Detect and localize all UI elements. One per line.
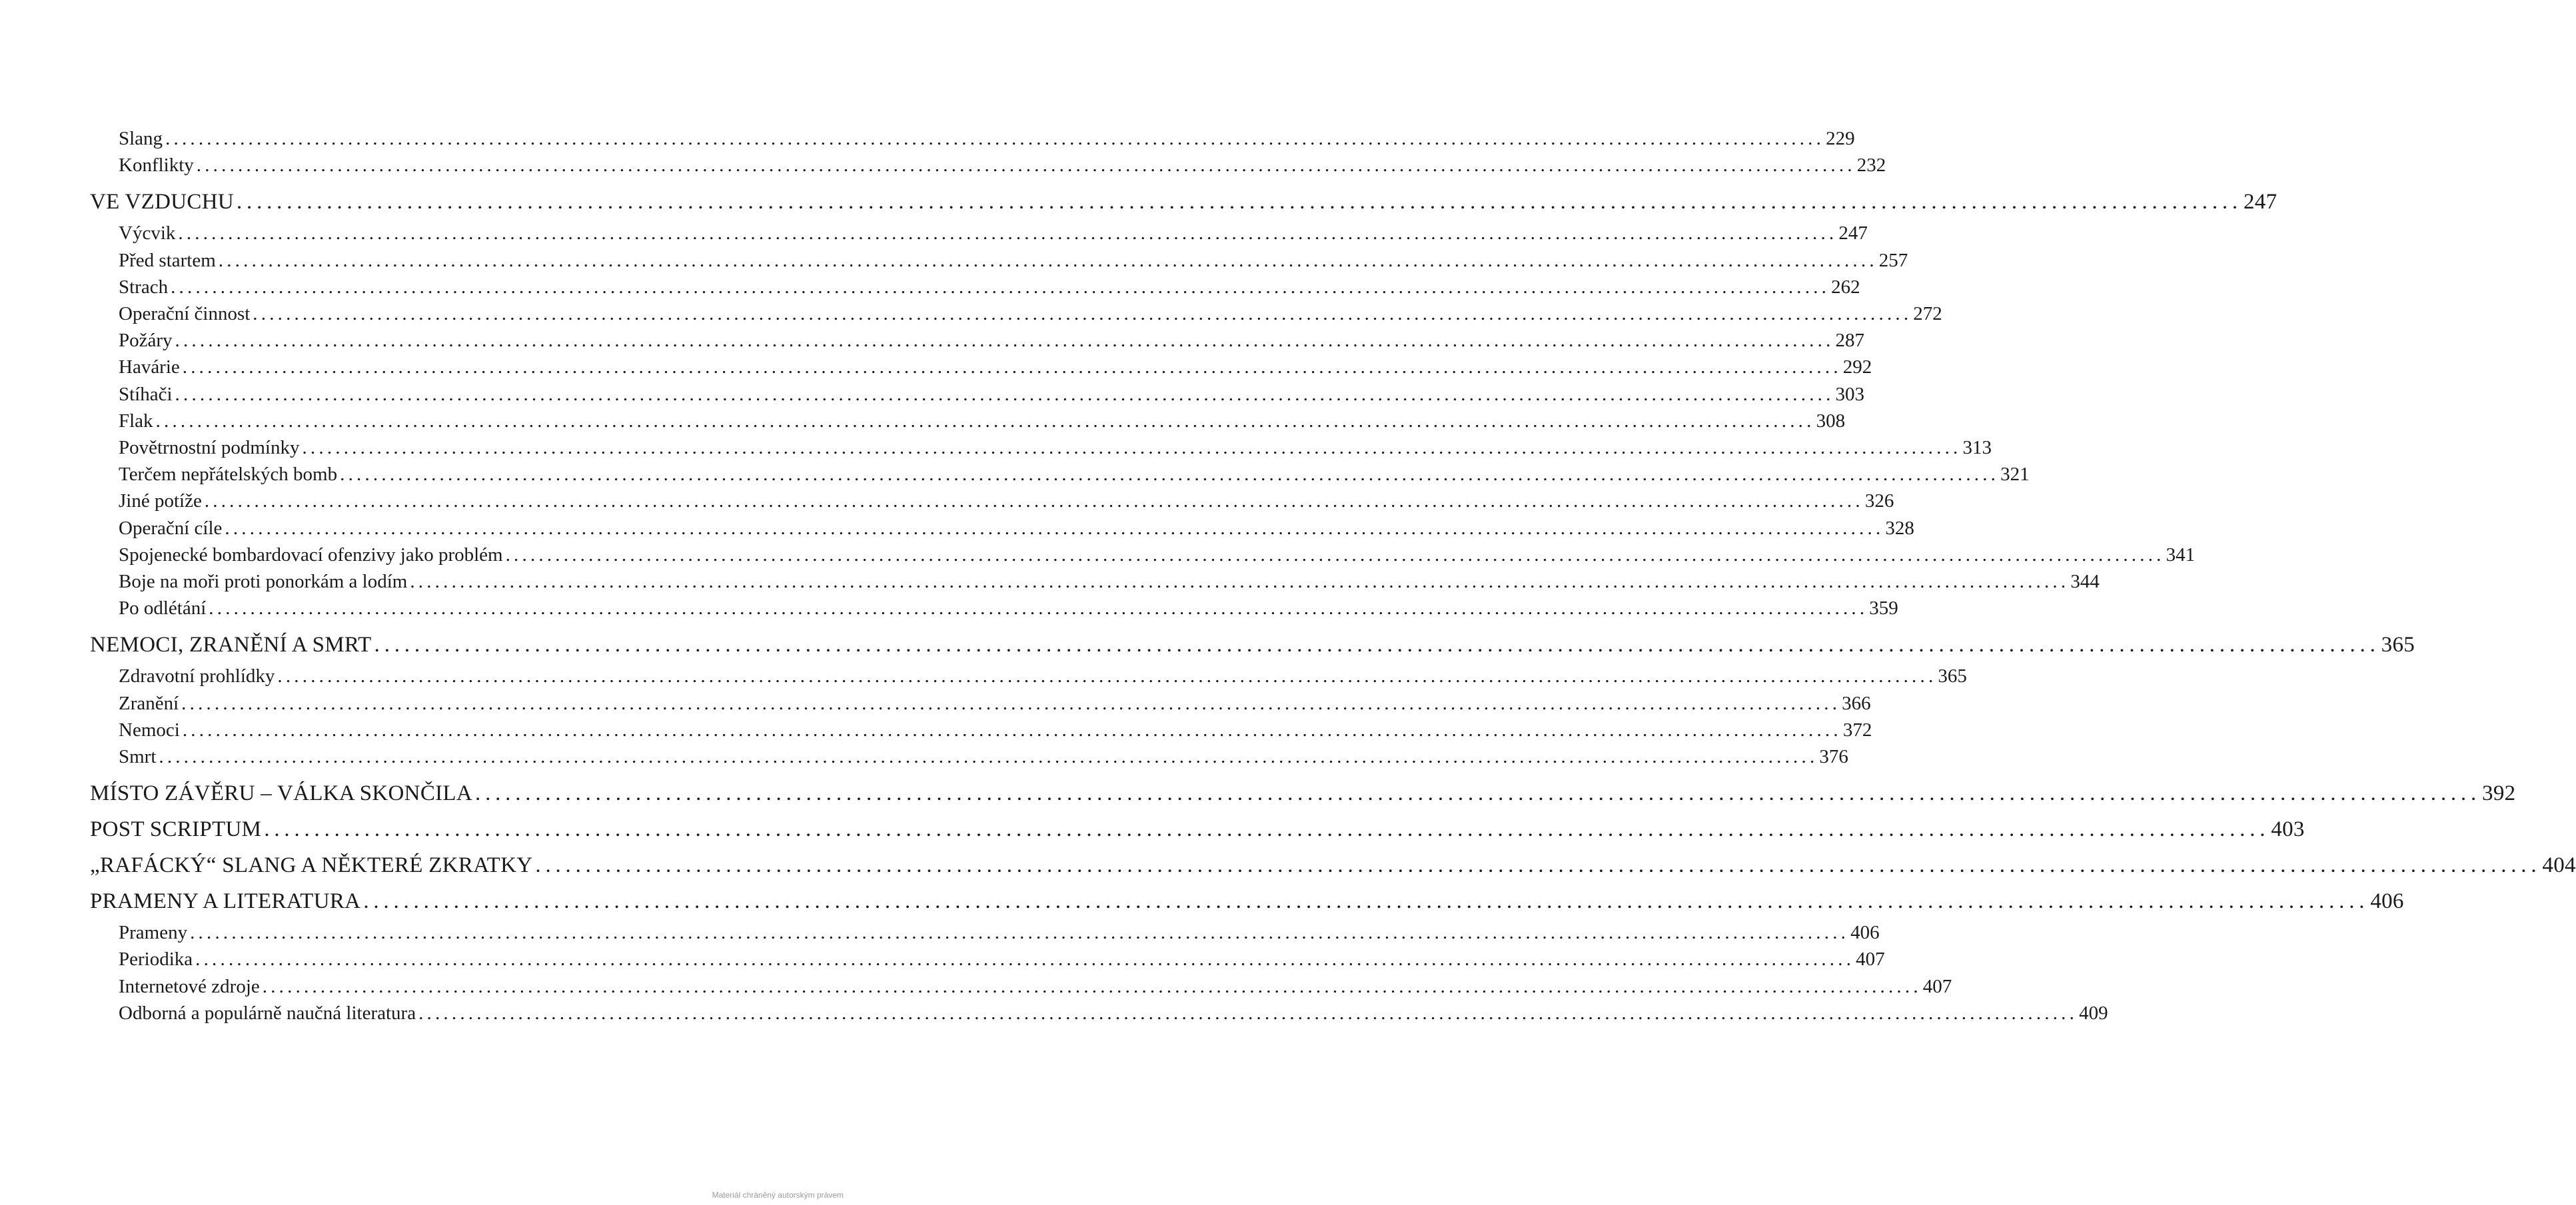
toc-chapter-page: 404 (2542, 853, 2576, 878)
toc-entry-page: 229 (1826, 128, 1855, 149)
toc-entry-page: 341 (2166, 544, 2196, 566)
toc-entry-page: 376 (1819, 746, 1848, 768)
toc-chapter[interactable] (90, 627, 2415, 663)
toc-entry-title: Konflikty (119, 155, 194, 177)
toc-entry[interactable] (90, 408, 1846, 434)
toc-chapter-page: 247 (2243, 190, 2277, 214)
toc-chapter-page: 403 (2271, 817, 2305, 842)
copyright-watermark: Materiál chráněný autorským právem (712, 1190, 844, 1200)
toc-entry-title: Spojenecké bombardovací ofenzivy jako problém (119, 544, 503, 566)
toc-entry-page: 257 (1878, 249, 1908, 271)
toc-entry-title: Stíhači (119, 383, 173, 405)
toc-entry[interactable] (90, 595, 1898, 621)
toc-entry[interactable] (90, 274, 1860, 300)
toc-entry-page: 328 (1885, 517, 1914, 539)
toc-leader-dots: ........................................................................................................................................................................................................ (209, 598, 1868, 619)
toc-chapter-page: 365 (2381, 633, 2415, 657)
toc-chapter[interactable] (90, 847, 2576, 883)
toc-leader-dots: ........................................................................................................................................................................................................ (277, 665, 1937, 687)
toc-entry-title: Strach (119, 276, 169, 298)
toc-leader-dots: ........................................................................................................................................................................................................ (175, 383, 1834, 405)
toc-entry[interactable] (90, 690, 1871, 717)
toc-leader-dots: ........................................................................................................................................................................................................ (218, 249, 1878, 271)
toc-entry-title: Výcvik (119, 222, 176, 244)
toc-chapter-title: VE VZDUCHU (90, 190, 234, 214)
toc-entry-page: 365 (1938, 665, 1967, 687)
toc-leader-dots: ........................................................................................................................................................................................................ (175, 330, 1834, 352)
toc-chapter-page: 392 (2482, 781, 2516, 806)
toc-entry-title: Terčem nepřátelských bomb (119, 464, 338, 486)
toc-chapter-title: POST SCRIPTUM (90, 817, 262, 842)
toc-leader-dots: ........................................................................................................................................................................................................ (196, 155, 1856, 177)
toc-chapter-title: MÍSTO ZÁVĚRU – VÁLKA SKONČILA (90, 781, 473, 806)
toc-leader-dots: ........................................................................................................................................................................................................ (204, 490, 1864, 512)
toc-entry-page: 287 (1835, 330, 1865, 352)
toc-entry-title: Před startem (119, 249, 216, 271)
toc-leader-dots: ........................................................................................................................................................................................................ (182, 719, 1842, 741)
toc-entry-page: 262 (1831, 276, 1860, 298)
toc-leader-dots: ........................................................................................................................................................................................................ (475, 781, 2481, 806)
toc-entry-page: 326 (1864, 490, 1894, 512)
toc-entry-title: Jiné potíže (119, 490, 202, 512)
toc-entry[interactable] (90, 973, 1952, 1000)
toc-chapter-page: 406 (2370, 889, 2404, 914)
toc-leader-dots: ........................................................................................................................................................................................................ (363, 889, 2369, 914)
toc-entry-title: Zdravotní prohlídky (119, 665, 275, 687)
toc-entry-title: Havárie (119, 356, 180, 378)
toc-chapter[interactable] (90, 775, 2516, 811)
toc-entry-title: Operační činnost (119, 303, 251, 325)
toc-chapter-title: PRAMENY A LITERATURA (90, 889, 361, 914)
toc-entry-page: 344 (2070, 571, 2100, 593)
toc-entry[interactable] (90, 568, 2100, 595)
toc-leader-dots: ........................................................................................................................................................................................................ (171, 276, 1830, 298)
toc-entry[interactable] (90, 515, 1914, 542)
toc-entry-page: 406 (1850, 922, 1880, 944)
toc-entry-title: Prameny (119, 922, 188, 944)
toc-entry[interactable] (90, 125, 1855, 152)
toc-leader-dots: ........................................................................................................................................................................................................ (155, 410, 1815, 432)
toc-leader-dots: ........................................................................................................................................................................................................ (505, 544, 2165, 566)
toc-entry-title: Slang (119, 128, 163, 149)
toc-entry-title: Po odlétání (119, 598, 207, 619)
toc-chapter-title: NEMOCI, ZRANĚNÍ A SMRT (90, 633, 372, 657)
toc-entry-title: Požáry (119, 330, 173, 352)
toc-entry[interactable] (90, 743, 1848, 770)
toc-leader-dots: ........................................................................................................................................................................................................ (410, 571, 2070, 593)
toc-entry-title: Internetové zdroje (119, 975, 260, 997)
toc-entry-title: Boje na moři proti ponorkám a lodím (119, 571, 408, 593)
toc-entry-page: 366 (1842, 692, 1871, 714)
toc-entry[interactable] (90, 663, 1967, 689)
toc-entry-title: Odborná a populárně naučná literatura (119, 1002, 416, 1024)
toc-entry-page: 409 (2079, 1002, 2108, 1024)
toc-entry[interactable] (90, 946, 1885, 973)
toc-chapter[interactable] (90, 811, 2305, 847)
toc-chapter-title: „RAFÁCKÝ“ SLANG A NĚKTERÉ ZKRATKY (90, 853, 533, 878)
toc-entry-title: Nemoci (119, 719, 180, 741)
toc-entry-page: 407 (1922, 975, 1952, 997)
toc-leader-dots: ........................................................................................................................................................................................................ (264, 817, 2270, 842)
toc-entry[interactable] (90, 152, 1886, 179)
toc-leader-dots: ........................................................................................................................................................................................................ (418, 1002, 2078, 1024)
toc-leader-dots: ........................................................................................................................................................................................................ (181, 692, 1841, 714)
toc-leader-dots: ........................................................................................................................................................................................................ (253, 303, 1912, 325)
toc-entry-title: Flak (119, 410, 153, 432)
toc-leader-dots: ........................................................................................................................................................................................................ (190, 922, 1850, 944)
toc-leader-dots: ........................................................................................................................................................................................................ (182, 356, 1842, 378)
toc-entry[interactable] (90, 327, 1865, 354)
toc-chapter[interactable] (90, 184, 2277, 220)
table-of-contents (90, 125, 2576, 1026)
toc-entry-page: 407 (1856, 949, 1885, 971)
toc-leader-dots: ........................................................................................................................................................................................................ (178, 222, 1838, 244)
toc-entry-page: 372 (1842, 719, 1872, 741)
toc-chapter[interactable] (90, 883, 2404, 919)
toc-entry[interactable] (90, 488, 1894, 514)
toc-entry-page: 308 (1816, 410, 1846, 432)
toc-entry-page: 272 (1913, 303, 1942, 325)
toc-leader-dots: ........................................................................................................................................................................................................ (225, 517, 1884, 539)
toc-entry-page: 313 (1962, 437, 1992, 459)
toc-entry[interactable] (90, 434, 1992, 461)
toc-leader-dots: ........................................................................................................................................................................................................ (374, 633, 2380, 657)
toc-entry-page: 292 (1842, 356, 1872, 378)
toc-leader-dots: ........................................................................................................................................................................................................ (159, 746, 1818, 768)
toc-entry[interactable] (90, 354, 1872, 380)
toc-entry-title: Zranění (119, 692, 179, 714)
toc-leader-dots: ........................................................................................................................................................................................................ (340, 464, 2000, 486)
toc-entry[interactable] (90, 717, 1872, 743)
toc-entry-page: 321 (2000, 464, 2030, 486)
toc-entry[interactable] (90, 919, 1880, 946)
toc-entry[interactable] (90, 381, 1865, 408)
toc-entry-title: Povětrnostní podmínky (119, 437, 300, 459)
toc-entry[interactable] (90, 300, 1942, 327)
toc-entry[interactable] (90, 461, 2030, 488)
toc-leader-dots: ........................................................................................................................................................................................................ (302, 437, 1962, 459)
toc-entry-title: Smrt (119, 746, 157, 768)
toc-leader-dots: ........................................................................................................................................................................................................ (236, 190, 2242, 214)
toc-entry[interactable] (90, 542, 2196, 568)
toc-leader-dots: ........................................................................................................................................................................................................ (195, 949, 1855, 971)
toc-leader-dots: ........................................................................................................................................................................................................ (535, 853, 2541, 878)
toc-leader-dots: ........................................................................................................................................................................................................ (165, 128, 1825, 149)
toc-entry-title: Periodika (119, 949, 193, 971)
toc-entry[interactable] (90, 247, 1908, 274)
toc-entry-page: 232 (1856, 155, 1886, 177)
toc-entry-page: 303 (1835, 383, 1865, 405)
toc-entry-title: Operační cíle (119, 517, 223, 539)
toc-entry[interactable] (90, 220, 1868, 246)
toc-entry-page: 359 (1869, 598, 1898, 619)
toc-entry[interactable] (90, 1000, 2108, 1026)
toc-leader-dots: ........................................................................................................................................................................................................ (262, 975, 1922, 997)
toc-entry-page: 247 (1838, 222, 1868, 244)
